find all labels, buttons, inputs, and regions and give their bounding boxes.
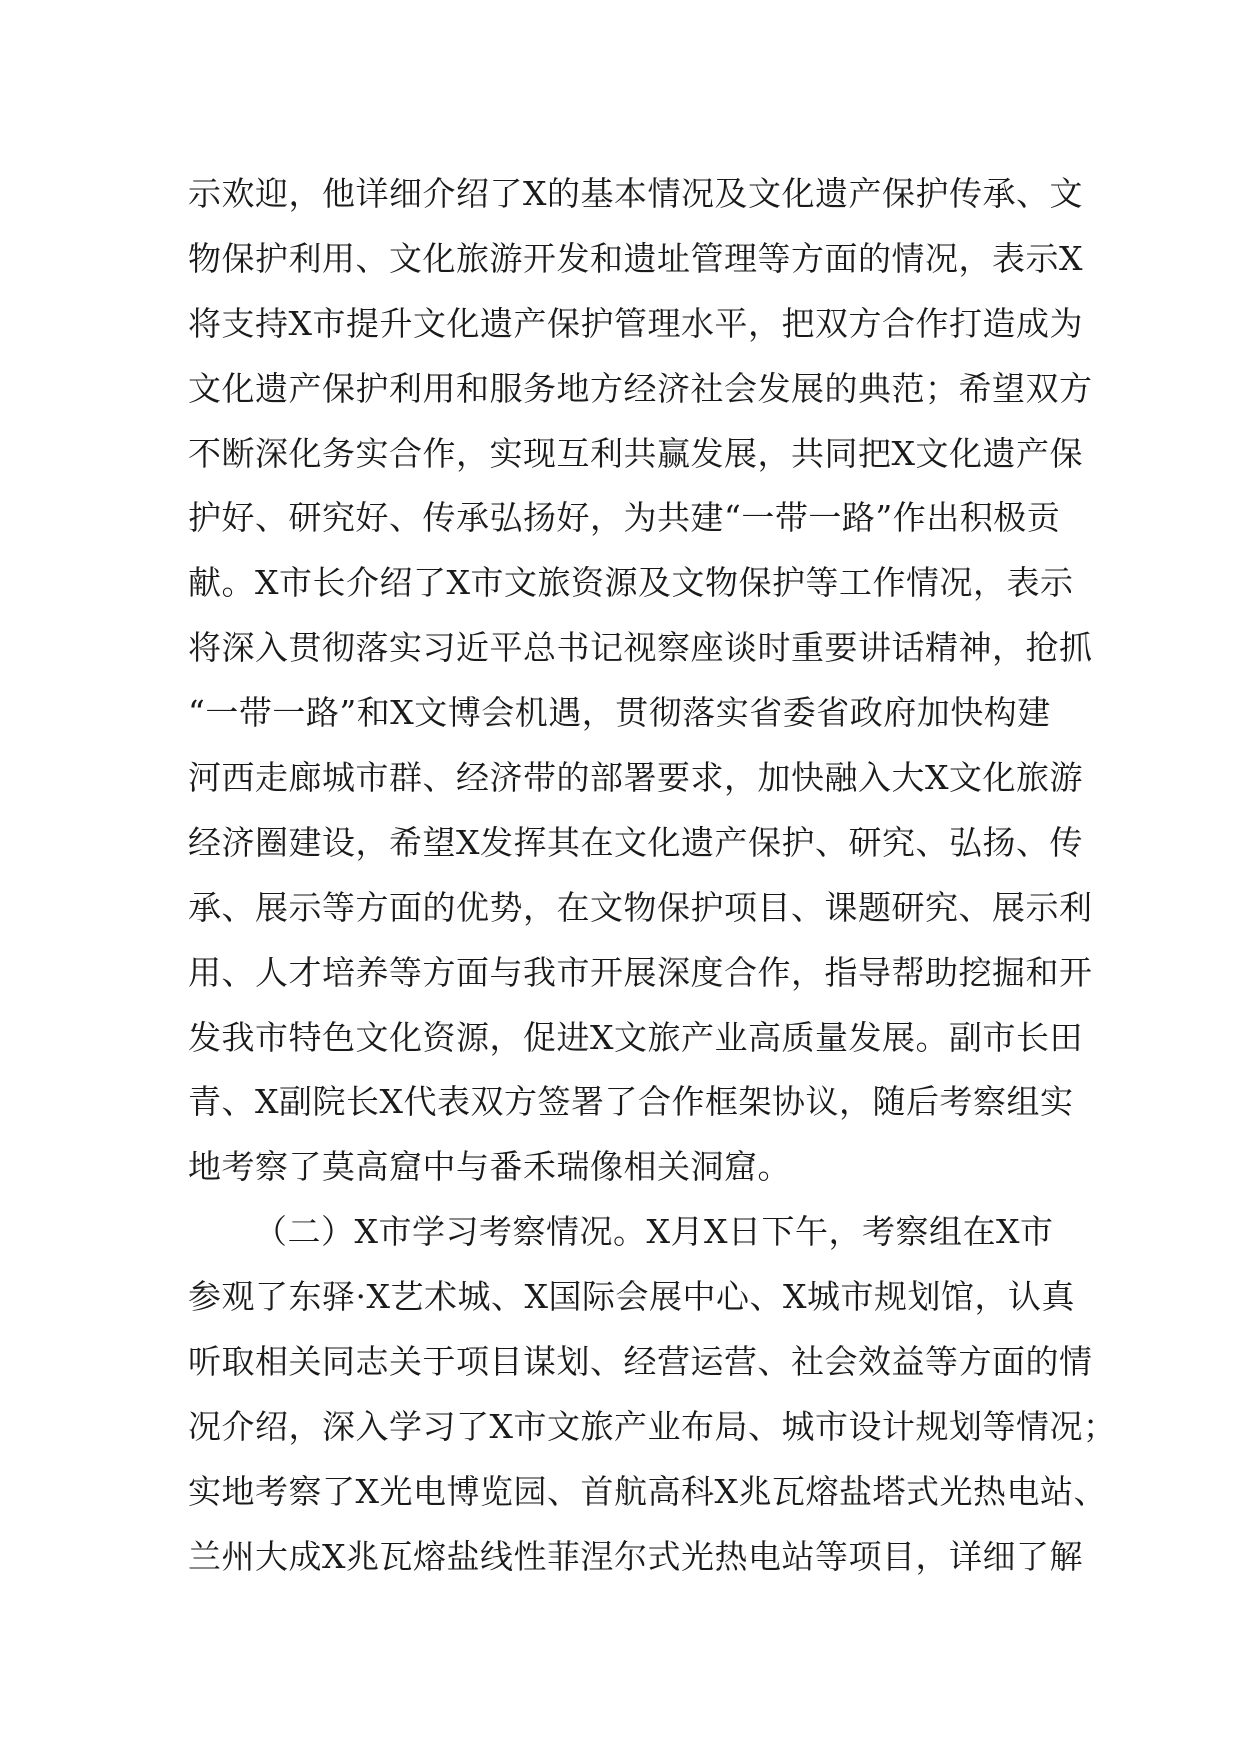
section-heading-line: （二）X市学习考察情况。X月X日下午，考察组在X市	[254, 1212, 1054, 1252]
text-line: 护好、研究好、传承弘扬好，为共建“一带一路”作出积极贡	[188, 498, 1061, 538]
text-line: 发我市特色文化资源，促进X文旅产业高质量发展。副市长田	[188, 1017, 1083, 1057]
text-line: 实地考察了X光电博览园、首航高科X兆瓦熔盐塔式光热电站、	[188, 1471, 1107, 1511]
text-line: 将支持X市提升文化遗产保护管理水平，把双方合作打造成为	[188, 303, 1083, 343]
text-line: 参观了东驿·X艺术城、X国际会展中心、X城市规划馆，认真	[188, 1277, 1075, 1317]
text-line: 兰州大成X兆瓦熔盐线性菲涅尔式光热电站等项目，详细了解	[188, 1536, 1083, 1576]
text-line: 况介绍，深入学习了X市文旅产业布局、城市设计规划等情况；	[188, 1406, 1117, 1446]
text-line: 承、展示等方面的优势，在文物保护项目、课题研究、展示利	[188, 887, 1093, 927]
text-line: 青、X副院长X代表双方签署了合作框架协议，随后考察组实	[188, 1082, 1074, 1122]
text-line: 听取相关同志关于项目谋划、经营运营、社会效益等方面的情	[188, 1342, 1093, 1382]
body-text	[188, 162, 1117, 1590]
text-line: “一带一路”和X文博会机遇，贯彻落实省委省政府加快构建	[188, 693, 1051, 733]
text-line: 经济圈建设，希望X发挥其在文化遗产保护、研究、弘扬、传	[188, 822, 1083, 862]
text-line: 用、人才培养等方面与我市开展深度合作，指导帮助挖掘和开	[188, 952, 1093, 992]
text-line: 文化遗产保护利用和服务地方经济社会发展的典范；希望双方	[188, 368, 1093, 408]
text-line: 物保护利用、文化旅游开发和遗址管理等方面的情况，表示X	[188, 238, 1083, 278]
text-line: 示欢迎，他详细介绍了X的基本情况及文化遗产保护传承、文	[188, 174, 1083, 213]
text-line: 地考察了莫高窟中与番禾瑞像相关洞窟。	[188, 1147, 791, 1187]
text-line: 不断深化务实合作，实现互利共赢发展，共同把X文化遗产保	[188, 433, 1083, 473]
text-line: 河西走廊城市群、经济带的部署要求，加快融入大X文化旅游	[188, 758, 1083, 798]
text-line: 献。X市长介绍了X市文旅资源及文物保护等工作情况，表示	[188, 563, 1074, 603]
text-line: 将深入贯彻落实习近平总书记视察座谈时重要讲话精神，抢抓	[188, 628, 1093, 668]
